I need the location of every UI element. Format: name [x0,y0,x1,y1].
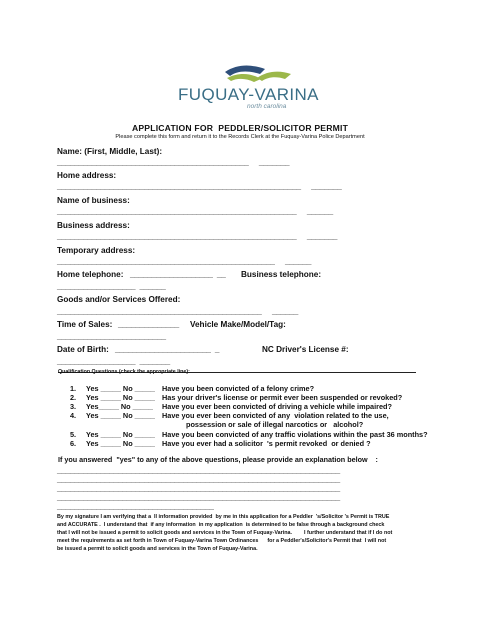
business-name-label: Name of business: [57,196,130,205]
question-number: 2. [70,393,77,402]
certification-text: that I will not be issued a permit to solicit goods and services in the Town of Fuquay-Varina. I further understand that if I do not [57,530,393,536]
question-text-continued: possession or sale of illegal narcotics or alcohol? [186,420,364,429]
question-number: 4. [70,411,77,420]
business-address-label: Business address: [57,221,130,230]
home-address-label: Home address: [57,171,117,180]
qualification-heading: Qualification Questions (check the appropriate line): [58,369,190,375]
business-telephone-label: Business telephone: [241,270,322,279]
question-text: Have you been convicted of any traffic violations within the past 36 months? [162,430,428,439]
brand-name: FUQUAY-VARINA [178,85,319,104]
brand-tagline: north carolina [247,103,287,110]
question-number: 1. [70,384,77,393]
explanation-line[interactable]: _________________________________________________________________ [57,484,340,493]
vehicle-field[interactable]: _________________________ [57,332,166,341]
business-address-field[interactable]: _______________________________________________________ _______ [57,232,338,241]
date-of-birth-field[interactable]: ______________________ _ [115,345,220,354]
nc-license-field[interactable]: __________________ _______ [57,357,170,366]
time-of-sales-field[interactable]: ______________ [118,320,179,329]
vehicle-label: Vehicle Make/Model/Tag: [190,320,286,329]
question-text: Have you ever been convicted of any violation related to the use, [162,411,389,420]
question-number: 3. [70,402,77,411]
explanation-line[interactable]: _________________________________________________________________ [57,493,340,502]
form-subtitle: Please complete this form and return it to the Records Clerk at the Fuquay-Varina Police Department [115,133,365,140]
question-number: 5. [70,430,77,439]
goods-services-label: Goods and/or Services Offered: [57,295,181,304]
question-answer-blanks[interactable]: Yes _____ No _____ [86,439,155,448]
explanation-prompt: If you answered "yes" to any of the above questions, please provide an explanation below : [58,455,378,464]
explanation-line[interactable]: _________________________________________________________________ [57,466,340,475]
question-text: Have you ever been convicted of driving a vehicle while impaired? [162,402,392,411]
temporary-address-label: Temporary address: [57,246,136,255]
question-answer-blanks[interactable]: Yes _____ No _____ [86,411,155,420]
question-answer-blanks[interactable]: Yes_____ No _____ [86,402,153,411]
question-answer-blanks[interactable]: Yes _____ No _____ [86,430,155,439]
question-text: Has your driver's license or permit ever been suspended or revoked? [162,393,403,402]
certification-text: be issued a permit to solicit goods and services in the Town of Fuquay-Varina. [57,546,258,552]
explanation-line[interactable]: ____________________________________ [57,502,214,511]
time-of-sales-label: Time of Sales: [57,320,113,329]
business-telephone-field[interactable]: __________________ ______ [57,282,166,291]
name-label: Name: (First, Middle, Last): [57,147,163,156]
question-answer-blanks[interactable]: Yes _____ No _____ [86,393,155,402]
home-address-field[interactable]: ________________________________________________________ _______ [57,182,342,191]
question-answer-blanks[interactable]: Yes _____ No _____ [86,384,155,393]
question-text: Have you been convicted of a felony crime? [162,384,315,393]
goods-services-field[interactable]: _______________________________________________ ______ [57,307,299,316]
home-telephone-label: Home telephone: [57,270,124,279]
temporary-address-field[interactable]: __________________________________________________ ______ [57,257,312,266]
question-number: 6. [70,439,77,448]
home-telephone-field[interactable]: ___________________ __ [130,270,226,279]
question-text: Have you ever had a solicitor 's permit revoked or denied ? [162,439,371,448]
certification-text: and ACCURATE . I understand that if any information in my application is determined to be false through a background check [57,522,385,528]
date-of-birth-label: Date of Birth: [57,345,109,354]
certification-text: meet the requirements as set forth in Town of Fuquay-Varina Town Ordinances for a Peddler's/Solicitor's Permit that I will not [57,538,387,544]
explanation-line[interactable]: _________________________________________________________________ [57,475,340,484]
business-name-field[interactable]: _______________________________________________________ ______ [57,207,333,216]
nc-license-label: NC Driver's License #: [262,345,349,354]
name-field[interactable]: ____________________________________________ _______ [57,158,290,167]
certification-text: By my signature I am verifying that a ll information provided by me in this application for a Peddler 's/Solicitor 's Permit is TRUE [57,514,390,520]
form-title: APPLICATION FOR PEDDLER/SOLICITOR PERMIT [131,123,349,133]
